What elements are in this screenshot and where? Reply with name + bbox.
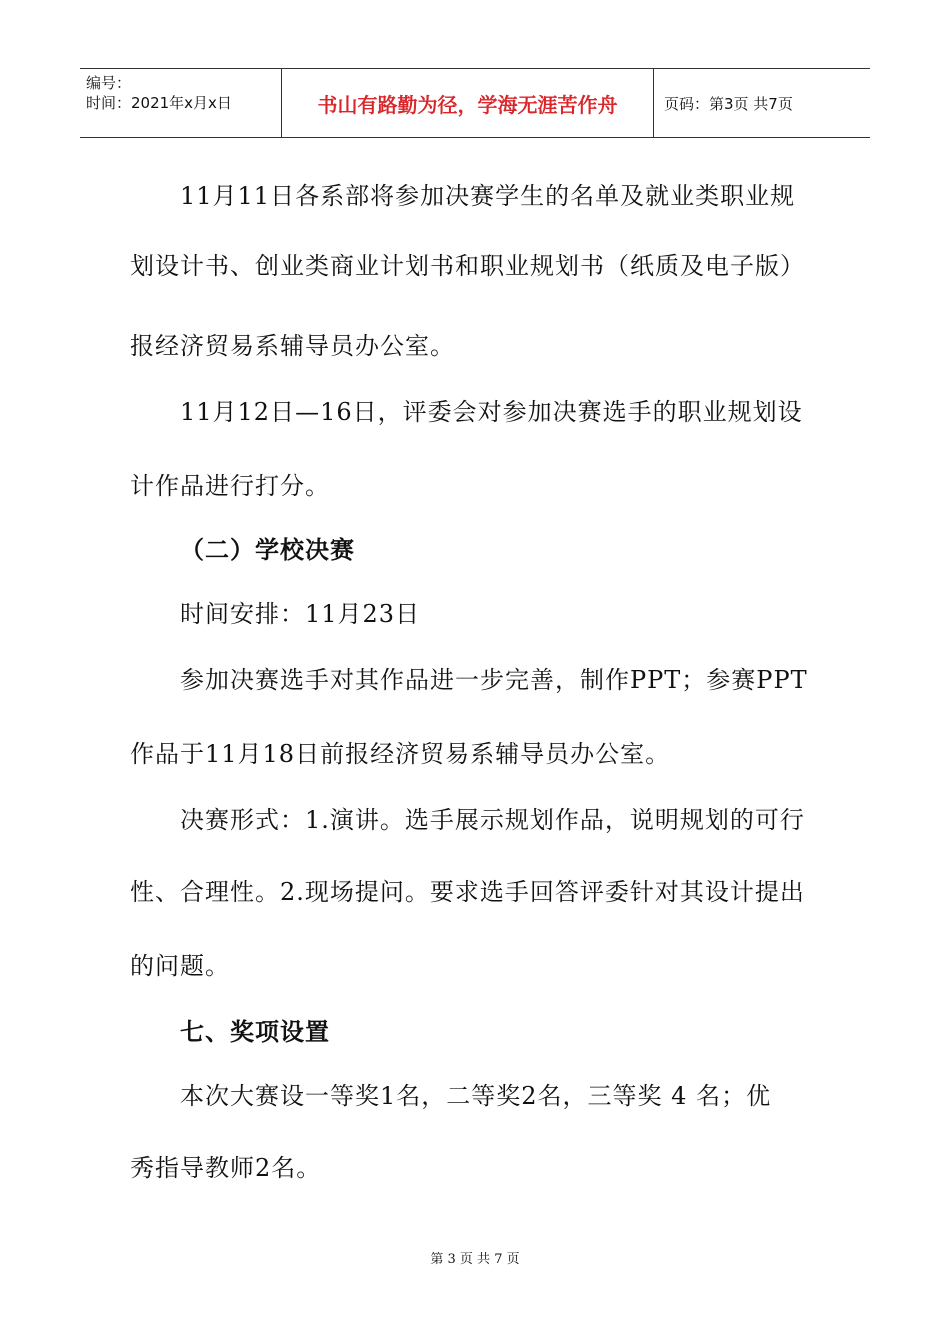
body-line: 决赛形式：1.演讲。选手展示规划作品，说明规划的可行 — [180, 806, 805, 834]
body-line: 报经济贸易系辅导员办公室。 — [130, 332, 455, 360]
body-line: 性、合理性。2.现场提问。要求选手回答评委针对其设计提出 — [130, 878, 805, 906]
header-motto: 书山有路勤为径，学海无涯苦作舟 — [282, 69, 654, 137]
document-number-label: 编号： — [86, 74, 132, 92]
document-time-label: 时间：2021年x月x日 — [86, 94, 232, 112]
page-header — [80, 68, 870, 138]
body-line: 划设计书、创业类商业计划书和职业规划书（纸质及电子版） — [130, 252, 805, 280]
body-line: 计作品进行打分。 — [130, 472, 330, 500]
header-meta — [80, 69, 282, 137]
body-line: 11月12日—16日，评委会对参加决赛选手的职业规划设 — [180, 398, 803, 426]
section-heading: 七、奖项设置 — [180, 1018, 330, 1046]
body-line: 本次大赛设一等奖1名，二等奖2名，三等奖 4 名；优 — [180, 1082, 772, 1110]
body-line: 的问题。 — [130, 952, 230, 980]
body-line: 时间安排：11月23日 — [180, 600, 421, 628]
body-line: 11月11日各系部将参加决赛学生的名单及就业类职业规 — [180, 182, 796, 210]
section-heading: （二）学校决赛 — [180, 536, 355, 564]
header-page-info: 页码：第3页 共7页 — [664, 94, 793, 113]
page-footer: 第 3 页 共 7 页 — [430, 1252, 520, 1267]
body-line: 参加决赛选手对其作品进一步完善，制作PPT；参赛PPT — [180, 666, 808, 694]
body-line: 作品于11月18日前报经济贸易系辅导员办公室。 — [130, 740, 671, 768]
body-line: 秀指导教师2名。 — [130, 1154, 322, 1182]
